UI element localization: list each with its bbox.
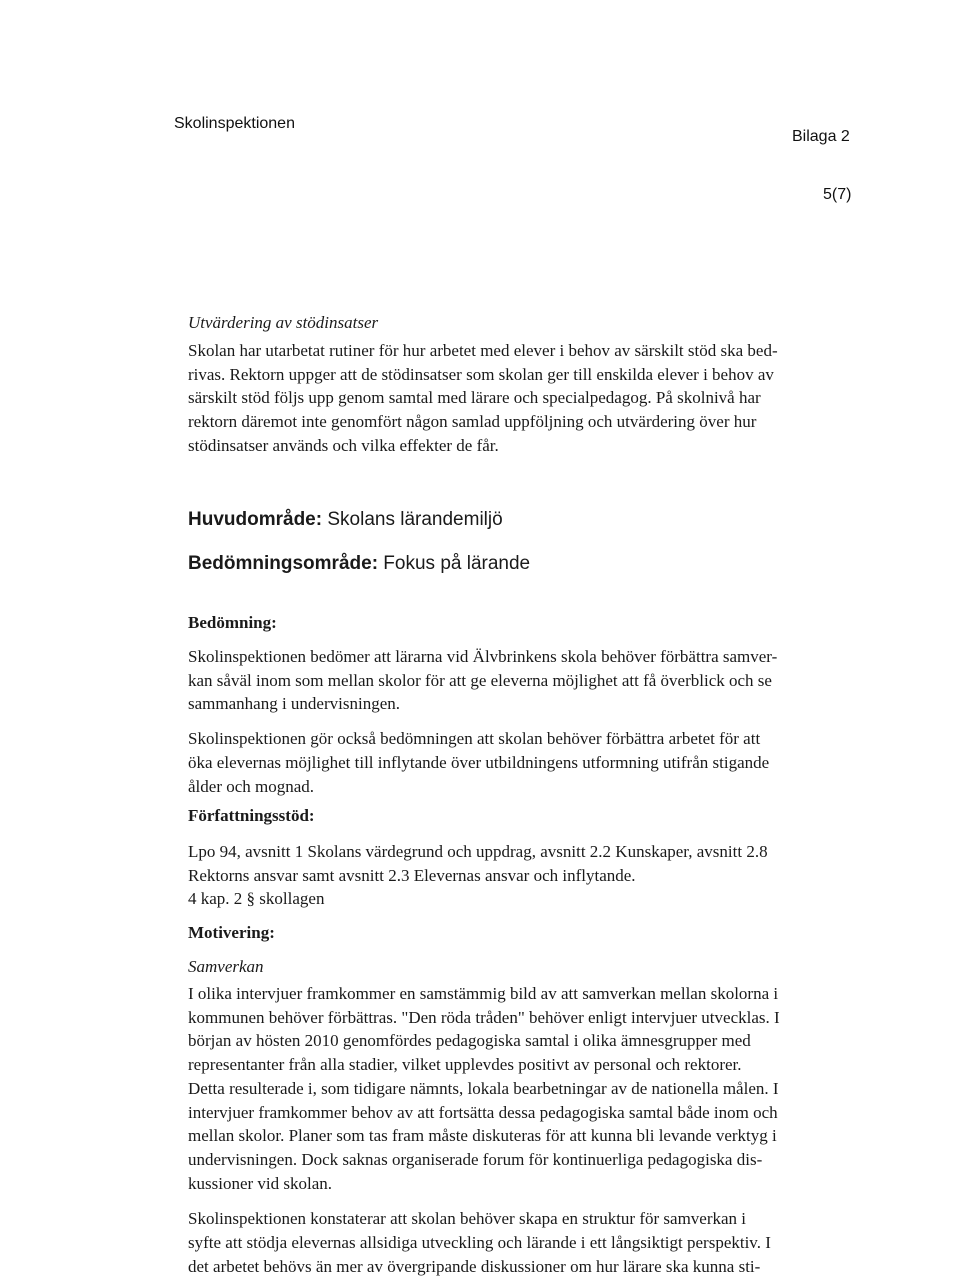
bedomningsomrade-value: Fokus på lärande xyxy=(378,553,531,574)
text-line: kussioner vid skolan. xyxy=(188,1173,333,1193)
text-line: 4 kap. 2 § skollagen xyxy=(188,889,325,909)
motivering-paragraph-1 xyxy=(188,982,860,1195)
text-line: Skolinspektionen gör också bedömningen att skolan behöver förbättra arbetet för att xyxy=(188,729,761,749)
text-line: Skolinspektionen konstaterar att skolan behöver skapa en struktur för samverkan i xyxy=(188,1209,747,1229)
text-line: det arbetet behövs än mer av övergripande diskussioner om hur lärare ska kunna sti- xyxy=(188,1256,761,1276)
text-line: särskilt stöd följs upp genom samtal med lärare och specialpedagog. På skolnivå har xyxy=(188,388,761,408)
bedomning-paragraph-1 xyxy=(188,645,860,716)
bedomning-paragraph-2 xyxy=(188,727,860,798)
motivering-heading: Motivering: xyxy=(188,923,275,942)
huvudomrade-value: Skolans lärandemiljö xyxy=(322,509,503,530)
text-line: intervjuer framkommer behov av att fortsätta dessa pedagogiska samtal både inom och xyxy=(188,1102,778,1122)
text-line: representanter från alla stadier, vilket upplevdes positivt av personal och rektorer. xyxy=(188,1055,742,1075)
section-forfattningsstod xyxy=(188,804,860,911)
text-line: undervisningen. Dock saknas organiserade forum för kontinuerliga pedagogiska dis- xyxy=(188,1149,763,1169)
text-line: stödinsatser används och vilka effekter de får. xyxy=(188,435,499,455)
bedomningsomrade-label: Bedömningsområde: xyxy=(188,553,379,574)
text-line: syfte att stödja elevernas allsidiga utveckling och lärande i ett långsiktigt perspektiv. I xyxy=(188,1233,771,1253)
utvardering-heading: Utvärdering av stödinsatser xyxy=(188,313,379,332)
bedomning-heading: Bedömning: xyxy=(188,613,277,632)
text-line: kan såväl inom som mellan skolor för att ge eleverna möjlighet att få överblick och se xyxy=(188,670,772,690)
text-line: Skolinspektionen bedömer att lärarna vid Älvbrinkens skola behöver förbättra samver- xyxy=(188,647,778,666)
organization-name: Skolinspektionen xyxy=(174,115,295,132)
huvudomrade-heading xyxy=(188,507,503,533)
section-motivering xyxy=(188,921,860,1278)
text-line: I olika intervjuer framkommer en samstämmig bild av att samverkan mellan skolorna i xyxy=(188,984,779,1003)
text-line: sammanhang i undervisningen. xyxy=(188,694,400,714)
text-line: Detta resulterade i, som tidigare nämnts, lokala bearbetningar av de nationella målen. I xyxy=(188,1078,779,1098)
text-line: början av hösten 2010 genomfördes pedagogiska samtal i olika ämnesgrupper med xyxy=(188,1031,751,1051)
utvardering-paragraph xyxy=(188,339,860,458)
text-line: Lpo 94, avsnitt 1 Skolans värdegrund och uppdrag, avsnitt 2.2 Kunskaper, avsnitt 2.8 xyxy=(188,842,768,861)
samverkan-subheading: Samverkan xyxy=(188,957,264,976)
attachment-label: Bilaga 2 xyxy=(792,128,850,145)
text-line: öka elevernas möjlighet till inflytande över utbildningens utformning utifrån stigande xyxy=(188,752,770,772)
page-number: 5(7) xyxy=(823,186,852,203)
text-line: Rektorns ansvar samt avsnitt 2.3 Elevernas ansvar och inflytande. xyxy=(188,865,636,885)
text-line: Skolan har utarbetat rutiner för hur arbetet med elever i behov av särskilt stöd ska bed- xyxy=(188,341,778,360)
huvudomrade-label: Huvudområde: xyxy=(188,509,323,530)
text-line: ålder och mognad. xyxy=(188,776,315,796)
section-bedomning xyxy=(188,611,860,798)
motivering-paragraph-2 xyxy=(188,1207,860,1278)
forfattningsstod-paragraph xyxy=(188,840,860,911)
section-utvardering xyxy=(188,311,860,458)
bedomningsomrade-heading xyxy=(188,551,530,577)
text-line: rektorn däremot inte genomfört någon samlad uppföljning och utvärdering över hur xyxy=(188,412,757,432)
text-line: mellan skolor. Planer som tas fram måste diskuteras för att kunna bli levande verktyg i xyxy=(188,1126,777,1146)
text-line: kommunen behöver förbättras. "Den röda tråden" behöver enligt intervjuer utvecklas. I xyxy=(188,1007,780,1027)
text-line: rivas. Rektorn uppger att de stödinsatser som skolan ger till enskilda elever i behov av xyxy=(188,364,774,384)
forfattningsstod-heading: Författningsstöd: xyxy=(188,806,315,825)
